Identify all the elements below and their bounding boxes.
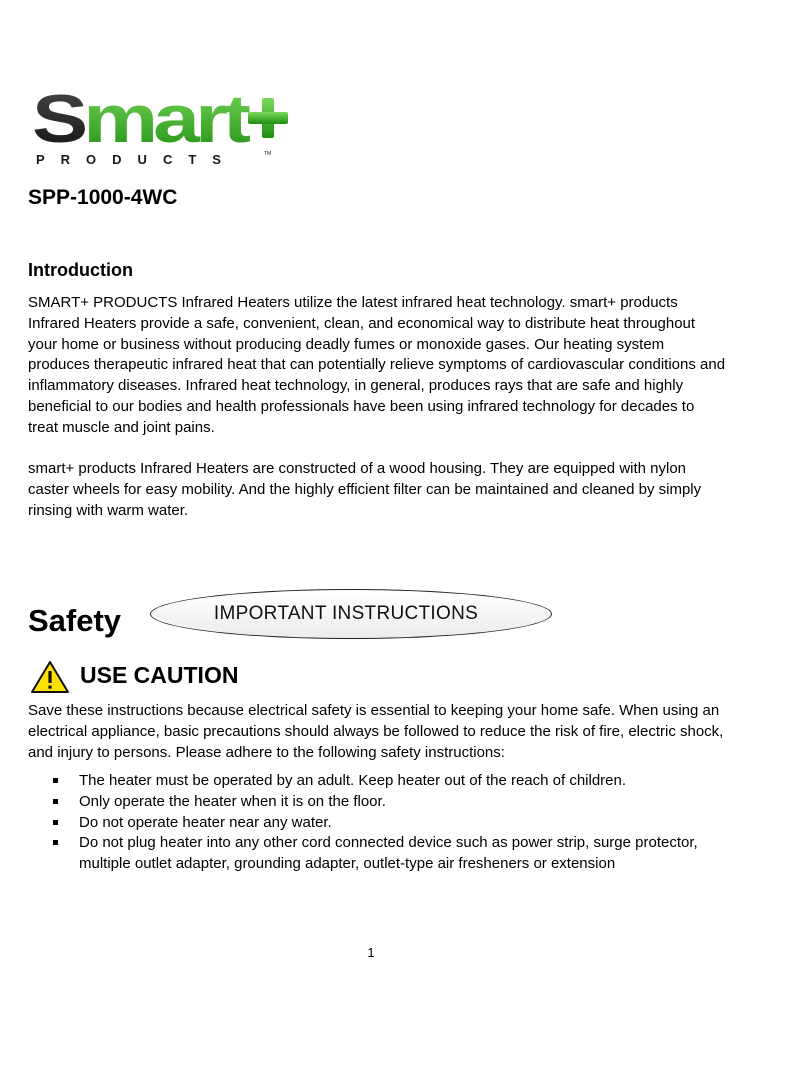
trademark-mark: TM bbox=[264, 151, 272, 157]
page-number: 1 bbox=[367, 945, 375, 960]
important-instructions-banner bbox=[150, 589, 552, 639]
safety-heading: Safety bbox=[28, 603, 122, 638]
model-number: SPP-1000-4WC bbox=[28, 186, 178, 209]
list-item: The heater must be operated by an adult. Keep heater out of the reach of children. bbox=[28, 771, 748, 792]
warning-triangle-icon bbox=[30, 660, 70, 694]
list-item: Only operate the heater when it is on the floor. bbox=[28, 792, 748, 813]
introduction-paragraph-2: smart+ products Infrared Heaters are constructed of a wood housing. They are equipped with nylon caster wheels for easy mobility. And the highly efficient filter can be maintained and cleaned by simply rinsing with warm water. bbox=[28, 460, 702, 519]
logo-subtext: PRODUCTS bbox=[36, 152, 237, 167]
introduction-paragraph-1: SMART+ PRODUCTS Infrared Heaters utilize the latest infrared heat technology. smart+ products Infrared Heaters provide a safe, convenient, clean, and economical way to distribute heat throughout your home or business without producing deadly fumes or monoxide gases. Our heating system produces therapeutic infrared heat that can potentially relieve symptoms of cardiovascular conditions and inflammatory diseases. Infrared heat technology, in general, produces rays that are safe and highly beneficial to our bodies and health professionals have been using infrared technology for decades to treat muscle and joint pains. bbox=[28, 294, 726, 436]
list-item: Do not plug heater into any other cord connected device such as power strip, surge protector, multiple outlet adapter, grounding adapter, outlet-type air fresheners or extension bbox=[28, 833, 748, 875]
use-caution-heading: USE CAUTION bbox=[80, 662, 239, 688]
smart-plus-products-logo bbox=[32, 80, 312, 170]
safety-intro-paragraph: Save these instructions because electrical safety is essential to keeping your home safe. When using an electrical appliance, basic precautions should always be followed to reduce the risk of fire, electric shock, and injury to persons. Please adhere to the following safety instructions: bbox=[28, 702, 724, 761]
introduction-heading: Introduction bbox=[28, 260, 133, 280]
svg-text:Smart: S mart bbox=[32, 81, 215, 157]
list-item: Do not operate heater near any water. bbox=[28, 813, 748, 834]
safety-rules-list bbox=[28, 771, 748, 875]
banner-label: IMPORTANT INSTRUCTIONS bbox=[213, 603, 479, 624]
